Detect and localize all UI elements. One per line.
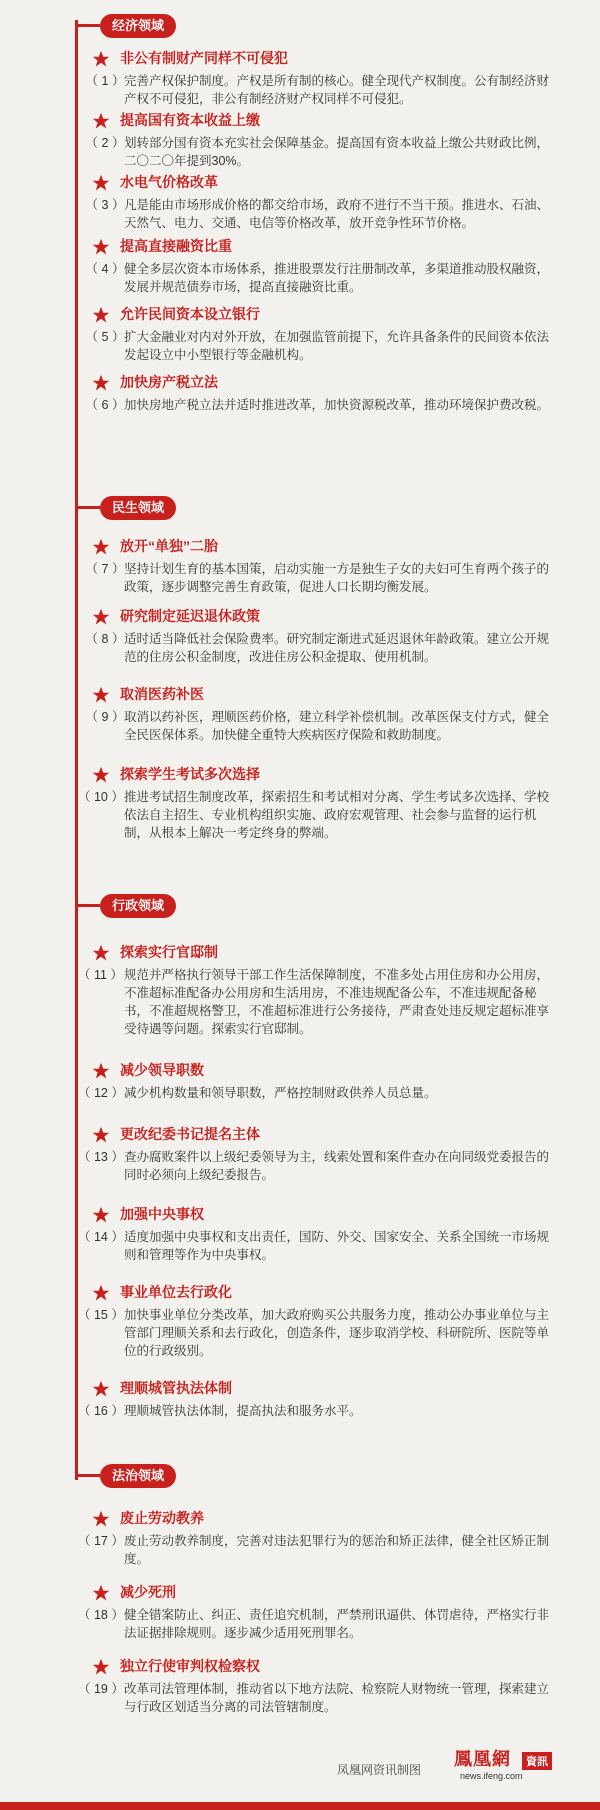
- section-title: 民生领域: [100, 496, 176, 520]
- item-text: 凡是能由市场形成价格的都交给市场，政府不进行不当干预。推进水、石油、天然气、电力、交通、电信等价格改革，放开竞争性环节价格。: [124, 198, 550, 230]
- item-number: （ 11 ）: [78, 968, 123, 982]
- item-text: 加快房地产税立法并适时推进改革，加快资源税改革，推动环境保护费改税。: [124, 398, 550, 412]
- star-icon: [92, 1584, 110, 1602]
- item-number: （ 1 ）: [85, 74, 125, 88]
- section-title: 行政领域: [100, 894, 176, 918]
- star-icon: [92, 238, 110, 256]
- item-title: 加强中央事权: [120, 1206, 204, 1222]
- item-title: 减少领导职数: [120, 1062, 204, 1078]
- item-text: 减少机构数量和领导职数，严格控制财政供养人员总量。: [124, 1086, 437, 1100]
- item-number: （ 9 ）: [85, 710, 125, 724]
- item-title: 减少死刑: [120, 1584, 176, 1600]
- star-icon: [92, 1510, 110, 1528]
- section-title: 法治领域: [100, 1464, 176, 1488]
- item-number: （ 12 ）: [78, 1086, 124, 1100]
- item-number: （ 17 ）: [78, 1534, 124, 1548]
- star-icon: [92, 50, 110, 68]
- item-title: 探索学生考试多次选择: [120, 766, 260, 782]
- star-icon: [92, 112, 110, 130]
- item-title: 提高国有资本收益上缴: [120, 112, 260, 128]
- star-icon: [92, 374, 110, 392]
- star-icon: [92, 1126, 110, 1144]
- star-icon: [92, 174, 110, 192]
- item-title: 提高直接融资比重: [120, 238, 232, 254]
- item-title: 废止劳动教养: [120, 1510, 204, 1526]
- item-title: 理顺城管执法体制: [120, 1380, 232, 1396]
- item-number: （ 7 ）: [85, 562, 125, 576]
- item-title: 加快房产税立法: [120, 374, 218, 390]
- section-title: 经济领域: [100, 14, 176, 38]
- item-number: （ 16 ）: [78, 1404, 124, 1418]
- item-title: 更改纪委书记提名主体: [120, 1126, 260, 1142]
- item-number: （ 19 ）: [78, 1682, 124, 1696]
- credit-text: 凤凰网资讯制图: [337, 1763, 422, 1777]
- item-text: 查办腐败案件以上级纪委领导为主，线索处置和案件查办在向同级党委报告的同时必须向上级纪委报告。: [124, 1150, 550, 1182]
- item-title: 允许民间资本设立银行: [120, 306, 260, 322]
- logo-tag: 資訊: [522, 1752, 552, 1770]
- star-icon: [92, 1062, 110, 1080]
- star-icon: [92, 766, 110, 784]
- item-text: 坚持计划生育的基本国策，启动实施一方是独生子女的夫妇可生育两个孩子的政策，逐步调整完善生育政策，促进人口长期均衡发展。: [124, 562, 550, 594]
- ifeng-logo: 鳳凰網: [454, 1749, 511, 1770]
- item-title: 独立行使审判权检察权: [120, 1658, 260, 1674]
- item-number: （ 6 ）: [85, 398, 125, 412]
- item-text: 扩大金融业对内对外开放，在加强监管前提下，允许具备条件的民间资本依法发起设立中小型银行等金融机构。: [124, 330, 550, 362]
- item-text: 完善产权保护制度。产权是所有制的核心。健全现代产权制度。公有制经济财产权不可侵犯，非公有制经济财产权同样不可侵犯。: [124, 74, 550, 106]
- item-text: 取消以药补医，理顺医药价格，建立科学补偿机制。改革医保支付方式，健全全民医保体系。加快健全重特大疾病医疗保险和救助制度。: [124, 710, 550, 742]
- item-title: 非公有制财产同样不可侵犯: [120, 50, 288, 66]
- star-icon: [92, 1658, 110, 1676]
- star-icon: [92, 686, 110, 704]
- bottom-bar: [0, 1802, 600, 1810]
- item-number: （ 5 ）: [85, 330, 125, 344]
- item-text: 推进考试招生制度改革，探索招生和考试相对分离、学生考试多次选择、学校依法自主招生、专业机构组织实施、政府宏观管理、社会参与监督的运行机制，从根本上解决一考定终身的弊端。: [124, 790, 550, 840]
- timeline-line: [75, 20, 78, 1480]
- item-text: 适度加强中央事权和支出责任，国防、外交、国家安全、关系全国统一市场规则和管理等作为中央事权。: [124, 1230, 550, 1262]
- item-text: 废止劳动教养制度，完善对违法犯罪行为的惩治和矫正法律，健全社区矫正制度。: [124, 1534, 550, 1566]
- item-text: 改革司法管理体制，推动省以下地方法院、检察院人财物统一管理，探索建立与行政区划适当分离的司法管辖制度。: [124, 1682, 550, 1714]
- item-text: 划转部分国有资本充实社会保障基金。提高国有资本收益上缴公共财政比例，二〇二〇年提到30%。: [124, 136, 550, 168]
- star-icon: [92, 538, 110, 556]
- item-number: （ 4 ）: [85, 262, 125, 276]
- item-title: 探索实行官邸制: [120, 944, 218, 960]
- item-number: （ 8 ）: [85, 632, 125, 646]
- item-number: （ 15 ）: [78, 1308, 124, 1322]
- star-icon: [92, 1284, 110, 1302]
- item-title: 放开“单独”二胎: [120, 538, 218, 554]
- star-icon: [92, 306, 110, 324]
- item-number: （ 3 ）: [85, 198, 125, 212]
- item-number: （ 18 ）: [78, 1608, 124, 1622]
- item-title: 事业单位去行政化: [120, 1284, 232, 1300]
- star-icon: [92, 608, 110, 626]
- item-text: 健全错案防止、纠正、责任追究机制，严禁刑讯逼供、体罚虐待，严格实行非法证据排除规则。逐步减少适用死刑罪名。: [124, 1608, 550, 1640]
- item-text: 理顺城管执法体制，提高执法和服务水平。: [124, 1404, 362, 1418]
- item-text: 健全多层次资本市场体系，推进股票发行注册制改革，多渠道推动股权融资，发展并规范债券市场，提高直接融资比重。: [124, 262, 550, 294]
- item-text: 适时适当降低社会保险费率。研究制定渐进式延迟退休年龄政策。建立公开规范的住房公积金制度，改进住房公积金提取、使用机制。: [124, 632, 550, 664]
- item-number: （ 2 ）: [85, 136, 125, 150]
- item-title: 取消医药补医: [120, 686, 204, 702]
- item-number: （ 13 ）: [78, 1150, 124, 1164]
- star-icon: [92, 1380, 110, 1398]
- item-text: 加快事业单位分类改革，加大政府购买公共服务力度，推动公办事业单位与主管部门理顺关系和去行政化，创造条件，逐步取消学校、科研院所、医院等单位的行政级别。: [124, 1308, 550, 1358]
- item-number: （ 14 ）: [78, 1230, 124, 1244]
- item-title: 水电气价格改革: [120, 174, 218, 190]
- logo-url: news.ifeng.com: [460, 1771, 523, 1781]
- item-text: 规范并严格执行领导干部工作生活保障制度，不准多处占用住房和办公用房，不准超标准配备办公用房和生活用房，不准违规配备公车，不准违规配备秘书，不准超规格警卫，不准超标准进行公务接待，严肃查处违反规定超标准享受待遇等问题。探索实行官邸制。: [124, 968, 550, 1036]
- item-title: 研究制定延迟退休政策: [120, 608, 260, 624]
- item-number: （ 10 ）: [78, 790, 124, 804]
- star-icon: [92, 944, 110, 962]
- star-icon: [92, 1206, 110, 1224]
